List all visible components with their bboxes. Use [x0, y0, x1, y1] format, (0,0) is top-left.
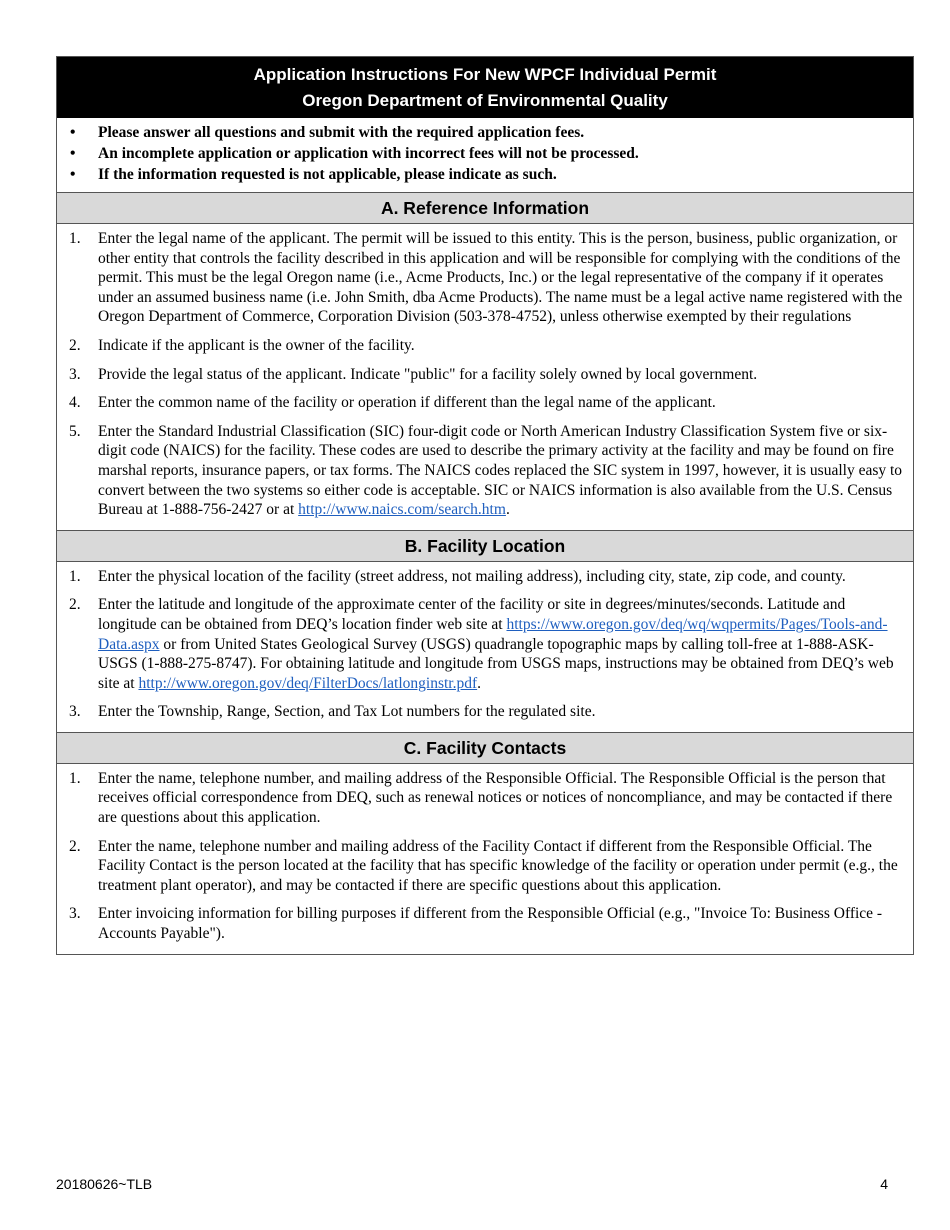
list-item: 2. Indicate if the applicant is the owner of the facility.	[69, 336, 415, 354]
list-item: • An incomplete application or application with incorrect fees will not be processed.	[70, 145, 639, 162]
list-item: 4. Enter the common name of the facility or operation if different than the legal name of the applicant.	[69, 394, 716, 412]
list-item: • Please answer all questions and submit with the required application fees.	[70, 124, 585, 141]
list-item: 1. Enter the physical location of the facility (street address, not mailing address), including city, state, zip code, and county.	[69, 567, 846, 585]
latlong-instructions-link[interactable]: http://www.oregon.gov/deq/FilterDocs/latlonginstr.pdf	[138, 674, 478, 692]
bullet-icon: •	[70, 124, 76, 141]
list-item: 3. Enter invoicing information for billing purposes if different from the Responsible Official (e.g., "Invoice To: Business Office - Accounts Payable").	[69, 905, 883, 943]
deq-tools-data-link[interactable]: https://www.oregon.gov/deq/wq/wqpermits/Pages/Tools-and-Data.aspx	[98, 615, 888, 653]
section-a-heading: A. Reference Information	[57, 192, 913, 224]
title-line-2: Oregon Department of Environmental Quality	[302, 91, 668, 110]
section-b-list	[57, 562, 913, 732]
list-item: 5. Enter the Standard Industrial Classification (SIC) four-digit code or North American Industry Classification System five or six-digit code (NAICS) for the facility. These codes are used to describe the primary activity at the facility and may be found on fire marshal reports, insurance papers, or tax forms. The NAICS codes replaced the SIC system in 1997, however, it is usually easy to convert between the two systems so either code is acceptable. SIC or NAICS information is also available from the U.S. Census Bureau at 1-888-756-2427 or at http://www.naics.com/search.htm.	[69, 422, 903, 519]
section-c-heading: C. Facility Contacts	[57, 732, 913, 764]
naics-search-link[interactable]: http://www.naics.com/search.htm	[298, 501, 506, 519]
section-b-heading: B. Facility Location	[57, 530, 913, 562]
list-item: 1. Enter the legal name of the applicant. The permit will be issued to this entity. This is the person, business, public organization, or other entity that controls the facility described in this application and will be responsible for complying with the conditions of the permit. This must be the legal Oregon name (i.e., Acme Products, Inc.) or the legal representative of the company if it operates under an assumed business name (i.e. John Smith, dba Acme Products). The name must be a legal active name registered with the Oregon Department of Commerce, Corporation Division (503-378-4752), unless otherwise exempted by their regulations	[69, 230, 903, 326]
document-code: 20180626~TLB	[56, 1176, 153, 1192]
title-line-1: Application Instructions For New WPCF Individual Permit	[253, 65, 717, 84]
list-item: 2. Enter the name, telephone number and mailing address of the Facility Contact if different from the Responsible Official. The Facility Contact is the person located at the facility that has specific knowledge of the facility or operation under permit (e.g., the treatment plant operator), and may be contacted if there are specific questions about this application.	[69, 837, 898, 894]
list-item: 3. Enter the Township, Range, Section, and Tax Lot numbers for the regulated site.	[69, 703, 596, 721]
instructions-document	[56, 56, 914, 955]
list-item: • If the information requested is not applicable, please indicate as such.	[70, 166, 557, 183]
bullet-icon: •	[70, 166, 76, 183]
bullet-icon: •	[70, 145, 76, 162]
list-item: 1. Enter the name, telephone number, and mailing address of the Responsible Official. The Responsible Official is the person that receives official correspondence from DEQ, such as renewal notices or notices of noncompliance, and may be contacted if there are questions about this application.	[69, 769, 893, 827]
title-banner	[57, 57, 913, 118]
general-instructions-list	[57, 118, 913, 192]
list-item: 3. Provide the legal status of the applicant. Indicate "public" for a facility solely owned by local government.	[69, 365, 758, 383]
section-a-list	[57, 224, 913, 530]
page-number: 4	[880, 1176, 888, 1192]
list-item: 2. Enter the latitude and longitude of the approximate center of the facility or site in degrees/minutes/seconds. Latitude and longitude can be obtained from DEQ’s location finder web site at https://www.oregon.gov/deq/wq/wqpermits/Pages/Tools-and-Data.aspx or from United States Geological Survey (USGS) quadrangle topographic maps by calling toll-free at 1-888-ASK-USGS (1-888-275-8747). For obtaining latitude and longitude from USGS maps, instructions may be obtained from DEQ’s web site at http://www.oregon.gov/deq/FilterDocs/latlonginstr.pdf.	[69, 596, 894, 692]
section-c-list	[57, 764, 913, 954]
